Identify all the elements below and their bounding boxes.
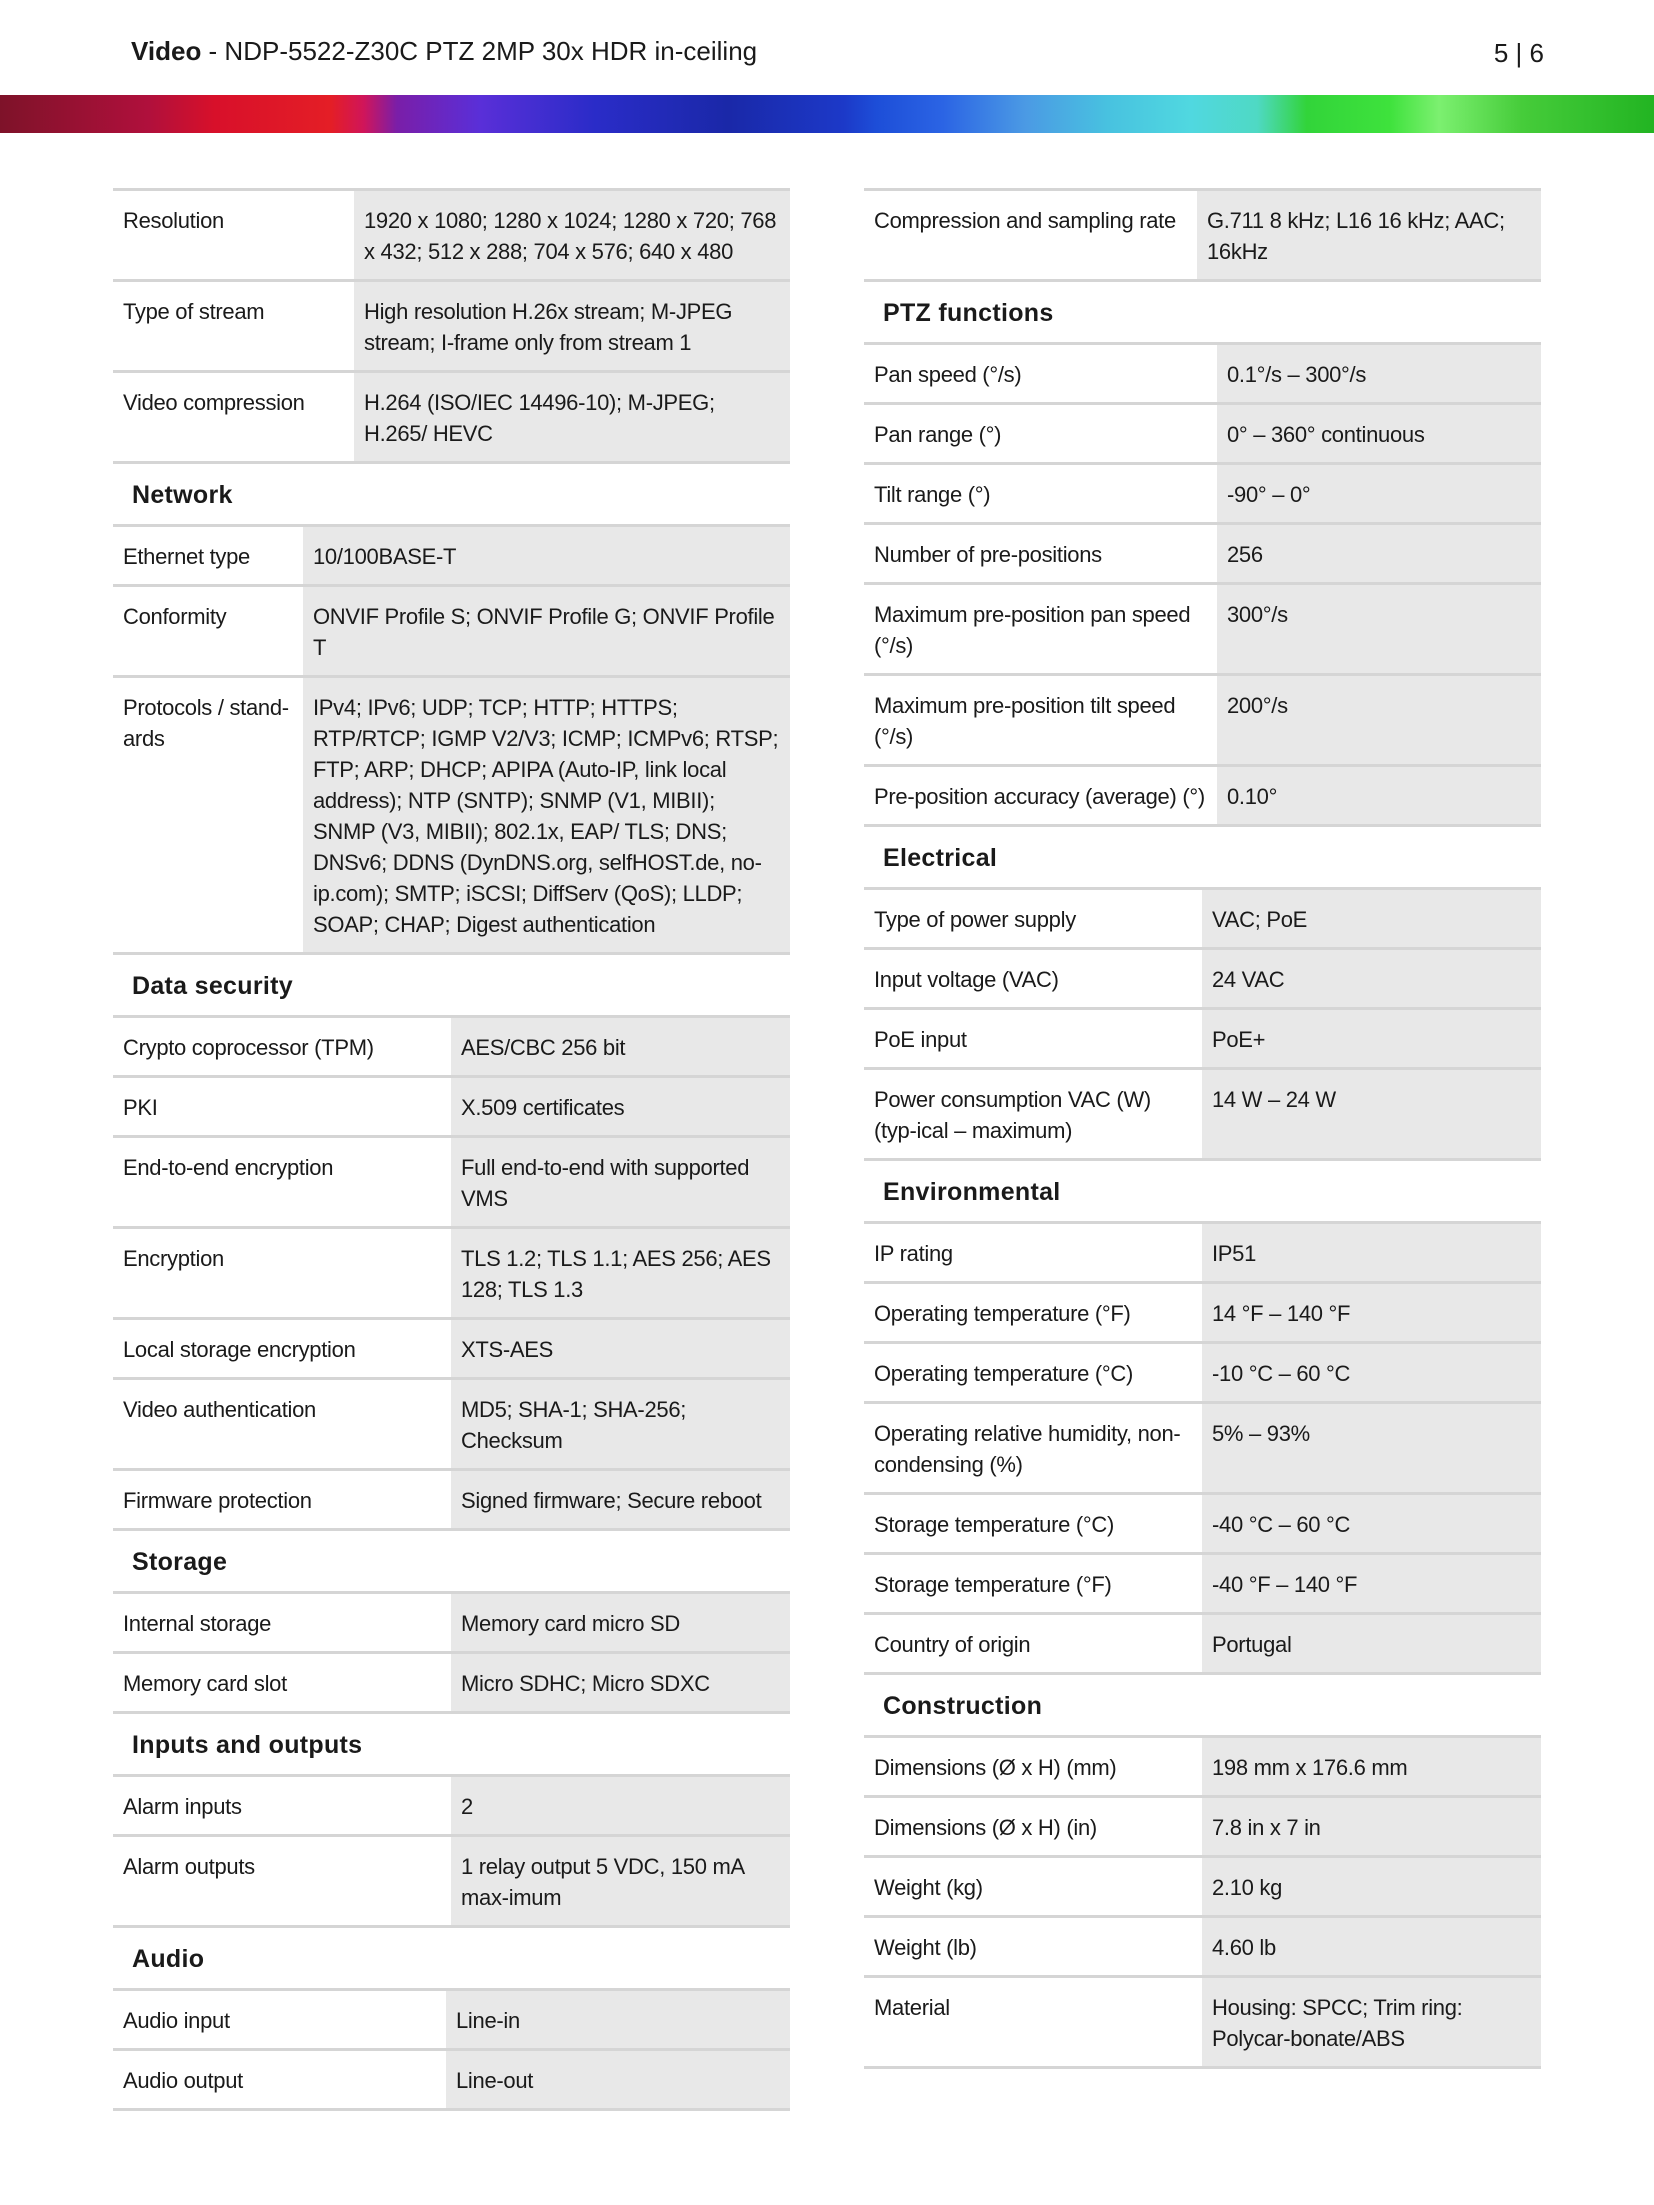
spec-label: Maximum pre-position pan speed (°/s) <box>874 602 1191 658</box>
spec-value: XTS-AES <box>451 1320 790 1377</box>
spec-label: Storage temperature (°F) <box>874 1572 1112 1597</box>
section-title-audio: Audio <box>113 1925 790 1988</box>
spec-row <box>113 2048 790 2111</box>
spec-label: Encryption <box>123 1246 224 1271</box>
spec-row <box>864 1975 1541 2069</box>
spec-label: Video authentication <box>123 1397 316 1422</box>
spec-row <box>864 1915 1541 1975</box>
spec-value: Signed firmware; Secure reboot <box>451 1471 790 1528</box>
spec-row <box>113 1226 790 1317</box>
spec-value: MD5; SHA-1; SHA-256; Checksum <box>451 1380 790 1468</box>
spec-row <box>113 1834 790 1925</box>
spec-row <box>113 279 790 370</box>
spec-label: Maximum pre-position tilt speed (°/s) <box>874 693 1176 749</box>
spec-label: IP rating <box>874 1241 953 1266</box>
spec-value: 5% – 93% <box>1202 1404 1541 1492</box>
spec-label: Resolution <box>123 208 224 233</box>
page-header <box>131 36 1544 70</box>
spec-value: IPv4; IPv6; UDP; TCP; HTTP; HTTPS; RTP/RTCP; IGMP V2/V3; ICMP; ICMPv6; RTSP; FTP; ARP; DHCP; APIPA (Auto-IP, link local address); NTP (SNTP); SNMP (V1, MIBII); SNMP (V3, MIBII); 802.1x, EAP/ TLS; DNS; DNSv6; DDNS (DynDNS.org, selfHOST.de, no-ip.com); SMTP; iSCSI; DiffServ (QoS); LLDP; SOAP; CHAP; Digest authentication <box>303 678 790 952</box>
spec-row <box>864 1552 1541 1612</box>
spec-value: 1 relay output 5 VDC, 150 mA max-imum <box>451 1837 790 1925</box>
spec-value: G.711 8 kHz; L16 16 kHz; AAC; 16kHz <box>1197 191 1541 279</box>
spec-label: Video compression <box>123 390 305 415</box>
spec-label: Audio input <box>123 2008 230 2033</box>
spec-label: Internal storage <box>123 1611 272 1636</box>
spec-label: Pan speed (°/s) <box>874 362 1022 387</box>
spec-value: 14 W – 24 W <box>1202 1070 1541 1158</box>
spec-label: Alarm outputs <box>123 1854 255 1879</box>
spec-value: 14 °F – 140 °F <box>1202 1284 1541 1341</box>
spec-row <box>864 1281 1541 1341</box>
spec-column-left <box>113 188 790 2111</box>
spec-label: Weight (kg) <box>874 1875 983 1900</box>
spec-value: 300°/s <box>1217 585 1541 673</box>
spec-label: Operating relative humidity, non-condensing (%) <box>874 1421 1181 1477</box>
spec-label: PKI <box>123 1095 158 1120</box>
spec-label: Input voltage (VAC) <box>874 967 1059 992</box>
spec-label: Dimensions (Ø x H) (in) <box>874 1815 1097 1840</box>
spec-label: Memory card slot <box>123 1671 287 1696</box>
spec-row <box>113 1377 790 1468</box>
spec-label: Storage temperature (°C) <box>874 1512 1115 1537</box>
spec-row <box>864 1341 1541 1401</box>
spec-row <box>113 1468 790 1528</box>
spec-row <box>113 1075 790 1135</box>
spec-row <box>864 402 1541 462</box>
spec-value: 10/100BASE-T <box>303 527 790 584</box>
spec-value: 24 VAC <box>1202 950 1541 1007</box>
section-title-inputs-outputs: Inputs and outputs <box>113 1711 790 1774</box>
spec-label: Country of origin <box>874 1632 1031 1657</box>
spec-row <box>113 1774 790 1834</box>
spec-label: Tilt range (°) <box>874 482 991 507</box>
spec-label: Type of power supply <box>874 907 1076 932</box>
spec-row <box>113 370 790 461</box>
spec-value: PoE+ <box>1202 1010 1541 1067</box>
spec-row <box>113 1988 790 2048</box>
spec-label: PoE input <box>874 1027 967 1052</box>
spec-label: Pan range (°) <box>874 422 1002 447</box>
spec-row <box>113 1135 790 1226</box>
section-title-data-security: Data security <box>113 952 790 1015</box>
spec-value: Line-out <box>446 2051 790 2108</box>
doc-title-rest: - NDP-5522-Z30C PTZ 2MP 30x HDR in-ceiling <box>201 36 758 66</box>
doc-title-bold: Video <box>131 36 202 66</box>
spec-value: IP51 <box>1202 1224 1541 1281</box>
spec-label: Dimensions (Ø x H) (mm) <box>874 1755 1117 1780</box>
spec-value: H.264 (ISO/IEC 14496-10); M-JPEG; H.265/ HEVC <box>354 373 790 461</box>
spec-value: Micro SDHC; Micro SDXC <box>451 1654 790 1711</box>
section-title-electrical: Electrical <box>864 824 1541 887</box>
section-title-network: Network <box>113 461 790 524</box>
spec-label: Ethernet type <box>123 544 250 569</box>
spec-value: VAC; PoE <box>1202 890 1541 947</box>
spec-row <box>864 673 1541 764</box>
spec-row <box>113 1015 790 1075</box>
spec-label: Audio output <box>123 2068 243 2093</box>
spec-label: Pre-position accuracy (average) (°) <box>874 784 1205 809</box>
spec-row <box>113 188 790 279</box>
spec-value: 4.60 lb <box>1202 1918 1541 1975</box>
spec-label: Crypto coprocessor (TPM) <box>123 1035 374 1060</box>
spec-row <box>113 524 790 584</box>
spec-row <box>864 1795 1541 1855</box>
spec-value: X.509 certificates <box>451 1078 790 1135</box>
spec-value: AES/CBC 256 bit <box>451 1018 790 1075</box>
section-title-storage: Storage <box>113 1528 790 1591</box>
spec-label: Weight (lb) <box>874 1935 977 1960</box>
spec-value: 200°/s <box>1217 676 1541 764</box>
spec-row <box>113 675 790 952</box>
spec-value: -40 °C – 60 °C <box>1202 1495 1541 1552</box>
section-title-construction: Construction <box>864 1672 1541 1735</box>
spec-label: Conformity <box>123 604 227 629</box>
spec-value: 0.10° <box>1217 767 1541 824</box>
spec-label: Compression and sampling rate <box>874 208 1176 233</box>
spec-label: Operating temperature (°F) <box>874 1301 1131 1326</box>
spec-row <box>864 462 1541 522</box>
spec-label: End-to-end encryption <box>123 1155 334 1180</box>
spec-label: Firmware protection <box>123 1488 312 1513</box>
spec-column-right <box>864 188 1541 2069</box>
spec-value: ONVIF Profile S; ONVIF Profile G; ONVIF Profile T <box>303 587 790 675</box>
spec-value: 2 <box>451 1777 790 1834</box>
spec-value: 2.10 kg <box>1202 1858 1541 1915</box>
spec-value: Line-in <box>446 1991 790 2048</box>
spec-value: -10 °C – 60 °C <box>1202 1344 1541 1401</box>
spec-label: Type of stream <box>123 299 265 324</box>
spec-label: Power consumption VAC (W) (typ-ical – maximum) <box>874 1087 1151 1143</box>
brand-color-band <box>0 95 1654 133</box>
section-title-ptz: PTZ functions <box>864 279 1541 342</box>
spec-value: Full end-to-end with supported VMS <box>451 1138 790 1226</box>
spec-row <box>864 522 1541 582</box>
spec-value: Housing: SPCC; Trim ring: Polycar-bonate/ABS <box>1202 1978 1541 2066</box>
spec-label: Local storage encryption <box>123 1337 356 1362</box>
spec-row <box>864 1492 1541 1552</box>
spec-value: Memory card micro SD <box>451 1594 790 1651</box>
spec-value: -90° – 0° <box>1217 465 1541 522</box>
spec-row <box>864 1612 1541 1672</box>
spec-value: High resolution H.26x stream; M-JPEG stream; I-frame only from stream 1 <box>354 282 790 370</box>
spec-row <box>864 1401 1541 1492</box>
spec-row <box>864 887 1541 947</box>
spec-row <box>864 342 1541 402</box>
spec-label: Number of pre-positions <box>874 542 1102 567</box>
spec-label: Alarm inputs <box>123 1794 242 1819</box>
spec-value: 1920 x 1080; 1280 x 1024; 1280 x 720; 768 x 432; 512 x 288; 704 x 576; 640 x 480 <box>354 191 790 279</box>
spec-value: 0° – 360° continuous <box>1217 405 1541 462</box>
spec-value: 256 <box>1217 525 1541 582</box>
spec-label: Operating temperature (°C) <box>874 1361 1133 1386</box>
document-title <box>131 36 757 67</box>
spec-label: Material <box>874 1995 950 2020</box>
spec-row <box>113 1591 790 1651</box>
spec-row <box>864 947 1541 1007</box>
section-title-environmental: Environmental <box>864 1158 1541 1221</box>
spec-value: TLS 1.2; TLS 1.1; AES 256; AES 128; TLS 1.3 <box>451 1229 790 1317</box>
spec-row <box>864 1735 1541 1795</box>
spec-value: 0.1°/s – 300°/s <box>1217 345 1541 402</box>
spec-row <box>113 584 790 675</box>
spec-row <box>864 1007 1541 1067</box>
spec-row <box>864 582 1541 673</box>
spec-value: 198 mm x 176.6 mm <box>1202 1738 1541 1795</box>
spec-row <box>113 1317 790 1377</box>
spec-row <box>864 764 1541 824</box>
spec-value: 7.8 in x 7 in <box>1202 1798 1541 1855</box>
spec-label: Protocols / stand-ards <box>123 695 289 751</box>
page-number: 5 | 6 <box>1493 38 1544 68</box>
spec-row <box>864 1067 1541 1158</box>
spec-value: Portugal <box>1202 1615 1541 1672</box>
spec-value: -40 °F – 140 °F <box>1202 1555 1541 1612</box>
spec-row <box>864 1221 1541 1281</box>
spec-row <box>864 188 1541 279</box>
spec-row <box>113 1651 790 1711</box>
spec-row <box>864 1855 1541 1915</box>
